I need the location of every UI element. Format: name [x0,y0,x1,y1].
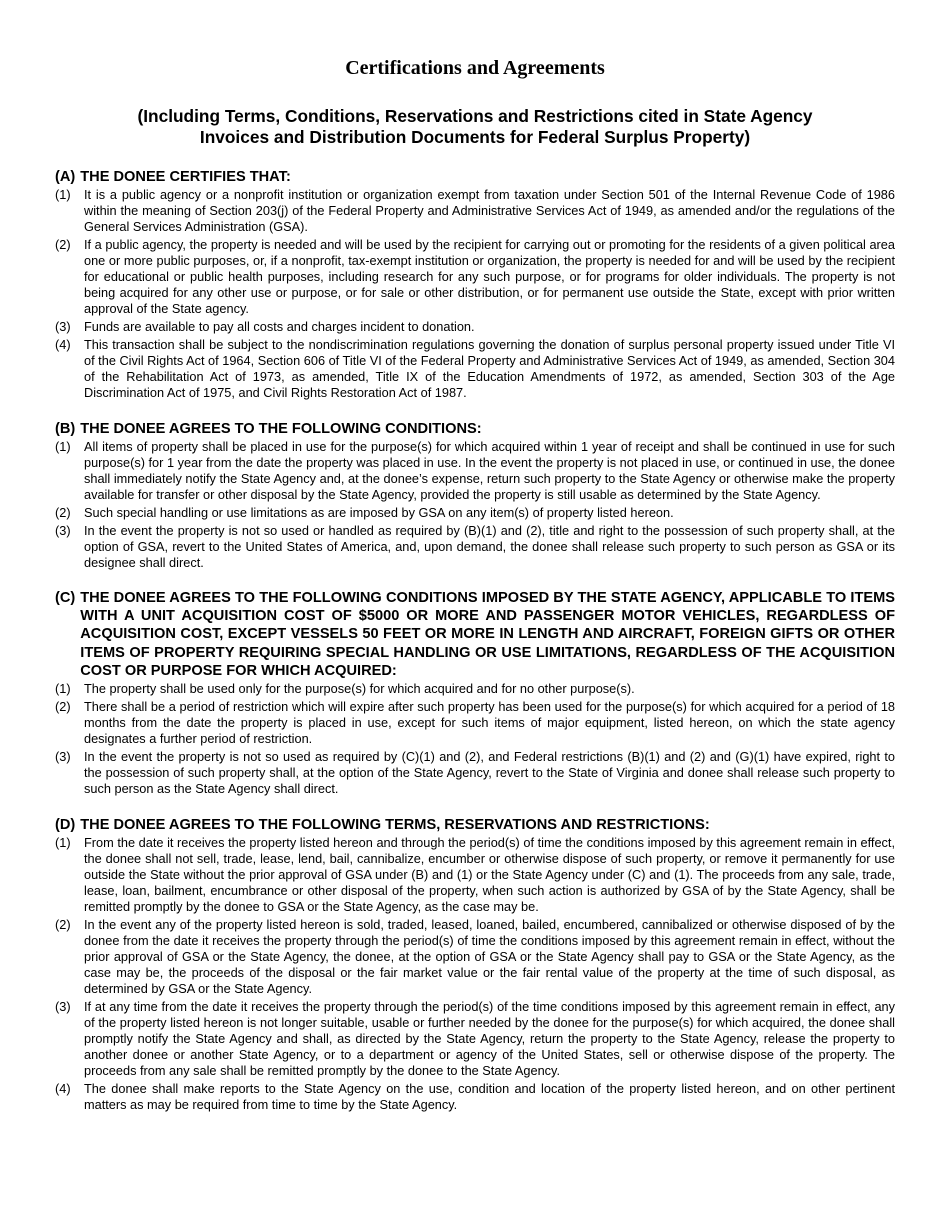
item-text: The property shall be used only for the purpose(s) for which acquired and for no other purpose(s). [84,681,635,697]
section-heading-text: THE DONEE CERTIFIES THAT: [80,169,291,185]
item-number: (4) [55,1081,71,1097]
section-d [55,816,895,1113]
list-item [55,187,895,235]
section-letter: (A) [55,169,76,185]
item-text: The donee shall make reports to the State Agency on the use, condition and location of the property listed hereon, and on other pertinent matters as may be required from time to time by the State Agency. [84,1081,895,1113]
section-d-heading [55,816,895,834]
list-item [55,835,895,915]
section-heading-text: THE DONEE AGREES TO THE FOLLOWING CONDITIONS IMPOSED BY THE STATE AGENCY, APPLICABLE TO ITEMS WITH A UNIT ACQUISITION COST OF $5000 OR MORE AND PASSENGER MOTOR VEHICLES, REGARDLESS OF ACQUISITION COST, EXCEPT VESSELS 50 FEET OR MORE IN LENGTH AND AIRCRAFT, FOREIGN GIFTS OR OTHER ITEMS OF PROPERTY REQUIRING SPECIAL HANDLING OR USE LIMITATIONS, REGARDLESS OF THE ACQUISITION COST OR PURPOSE FOR WHICH ACQUIRED: [80,590,895,679]
list-item [55,237,895,317]
document-page [55,55,895,1113]
section-letter: (B) [55,421,76,437]
list-item [55,917,895,997]
item-number: (2) [55,505,71,520]
item-text: It is a public agency or a nonprofit institution or organization exempt from taxation under Section 501 of the Internal Revenue Code of 1986 within the meaning of Section 203(j) of the Federal Property and Administrative Services Act of 1949, as amended and/or the regulations of the General Services Administration (GSA). [84,187,895,234]
list-item [55,319,895,335]
section-c [55,589,895,797]
list-item [55,681,895,697]
section-a [55,168,895,401]
section-d-list [55,835,895,1113]
item-number: (2) [55,237,71,252]
section-heading-text: THE DONEE AGREES TO THE FOLLOWING TERMS, RESERVATIONS AND RESTRICTIONS: [80,817,710,834]
item-text: If a public agency, the property is needed and will be used by the recipient for carrying out or promoting for the residents of a given political area one or more public purposes, or, if a nonprofit, tax-exempt institution or organization, the property is needed for and will be used by the recipient for educational or public health purposes, including research for any such purpose, or for programs for older individuals. The property is not being acquired for any other use or purpose, or for sale or other distribution, or for permanent use outside the State, except with prior written approval of the State agency. [84,237,895,316]
section-b-list [55,439,895,571]
item-number: (4) [55,337,71,352]
item-text: This transaction shall be subject to the nondiscrimination regulations governing the donation of surplus personal property issued under Title VI of the Civil Rights Act of 1964, Section 606 of Title VI of the Federal Property and Administrative Services Act of 1949, as amended, Section 304 of the Rehabilitation Act of 1973, as amended, Title IX of the Education Amendments of 1972, as amended, Section 303 of the Age Discrimination Act of 1975, and Civil Rights Restoration Act of 1987. [84,337,895,400]
item-number: (1) [55,835,71,851]
section-letter: (D) [55,817,76,834]
item-number: (3) [55,999,71,1015]
item-text: There shall be a period of restriction which will expire after such property has been used for the purpose(s) for which acquired for a period of 18 months from the date the property is placed in use, except for such items of major equipment, listed hereon, on which the state agency designates a further period of restriction. [84,699,895,747]
item-text: All items of property shall be placed in use for the purpose(s) for which acquired within 1 year of receipt and shall be continued in use for such purpose(s) for 1 year from the date the property was placed in use. In the event the property is not placed in use, or continued in use, the donee shall immediately notify the State Agency and, at the donee’s expense, return such property to the State Agency or otherwise make the property available for transfer or other disposal by the State Agency, provided the property is still usable as determined by the State Agency. [84,439,895,502]
list-item [55,749,895,797]
item-text: From the date it receives the property listed hereon and through the period(s) of time the conditions imposed by this agreement remain in effect, the donee shall not sell, trade, lease, lend, bail, cannibalize, encumber or otherwise dispose of such property, or remove it permanently for use outside the State without the prior approval of GSA under (B) and (1) or the State Agency under (C) and (1). The proceeds from any sale, trade, lease, loan, bailment, encumbrance or other disposal of the property, when such action is authorized by GSA of by the State Agency, shall be remitted promptly by the donee to GSA or the State Agency, as the case may be. [84,835,895,915]
list-item [55,699,895,747]
item-text: Such special handling or use limitations as are imposed by GSA on any item(s) of property listed hereon. [84,505,674,520]
section-c-list [55,681,895,797]
subtitle-line-2: Invoices and Distribution Documents for Federal Surplus Property) [199,127,751,147]
list-item [55,523,895,571]
list-item [55,337,895,401]
item-number: (3) [55,749,71,765]
section-letter: (C) [55,590,76,606]
item-text: If at any time from the date it receives the property through the period(s) of the time conditions imposed by this agreement remain in effect, any of the property listed hereon is not longer suitable, usable or further needed by the donee for the purpose(s) for which acquired, the donee shall promptly notify the State Agency and shall, as directed by the State Agency, return the property to the State Agency, release the property to another donee or another State Agency, or to a department or agency of the United States, sell or otherwise dispose of the property. The proceeds from any sale shall be remitted promptly by the donee to the State Agency. [84,999,895,1079]
item-number: (1) [55,681,71,697]
list-item [55,439,895,503]
subtitle-line-1: (Including Terms, Conditions, Reservations and Restrictions cited in State Agency [137,106,813,126]
item-text: In the event any of the property listed hereon is sold, traded, leased, loaned, bailed, encumbered, cannibalized or otherwise disposed of by the donee from the date it receives the property through the period(s) of time the conditions imposed by this agreement remain in effect, without the prior approval of GSA or the State Agency, the donee, at the option of GSA or the State Agency shall pay to GSA or the State Agency, as the case may be, the proceeds of the disposal or the fair market value or the fair rental value of the property at the time of such disposal, as determined by GSA or the State Agency. [84,917,895,997]
item-number: (3) [55,319,71,334]
list-item [55,505,895,521]
page-title: Certifications and Agreements [345,57,605,79]
section-b [55,420,895,571]
section-b-heading [55,420,895,438]
section-a-list [55,187,895,401]
item-text: In the event the property is not so used as required by (C)(1) and (2), and Federal restrictions (B)(1) and (2) and (G)(1) have expired, right to the possession of such property shall, at the option of the State Agency, revert to the State of Virginia and donee shall release such property to such person as the State Agency shall direct. [84,749,895,797]
page-subtitle [55,106,895,148]
item-number: (2) [55,699,71,715]
item-number: (1) [55,439,71,454]
item-number: (3) [55,523,71,538]
item-number: (2) [55,917,71,933]
section-a-heading [55,168,895,186]
item-text: Funds are available to pay all costs and charges incident to donation. [84,319,475,334]
item-text: In the event the property is not so used or handled as required by (B)(1) and (2), title and right to the possession of such property shall, at the option of GSA, revert to the United States of America, and, upon demand, the donee shall release such property to such person as GSA or its designee shall direct. [84,523,895,570]
section-heading-text: THE DONEE AGREES TO THE FOLLOWING CONDITIONS: [80,421,482,437]
list-item [55,1081,895,1113]
item-number: (1) [55,187,71,202]
section-c-heading [55,589,895,680]
list-item [55,999,895,1079]
